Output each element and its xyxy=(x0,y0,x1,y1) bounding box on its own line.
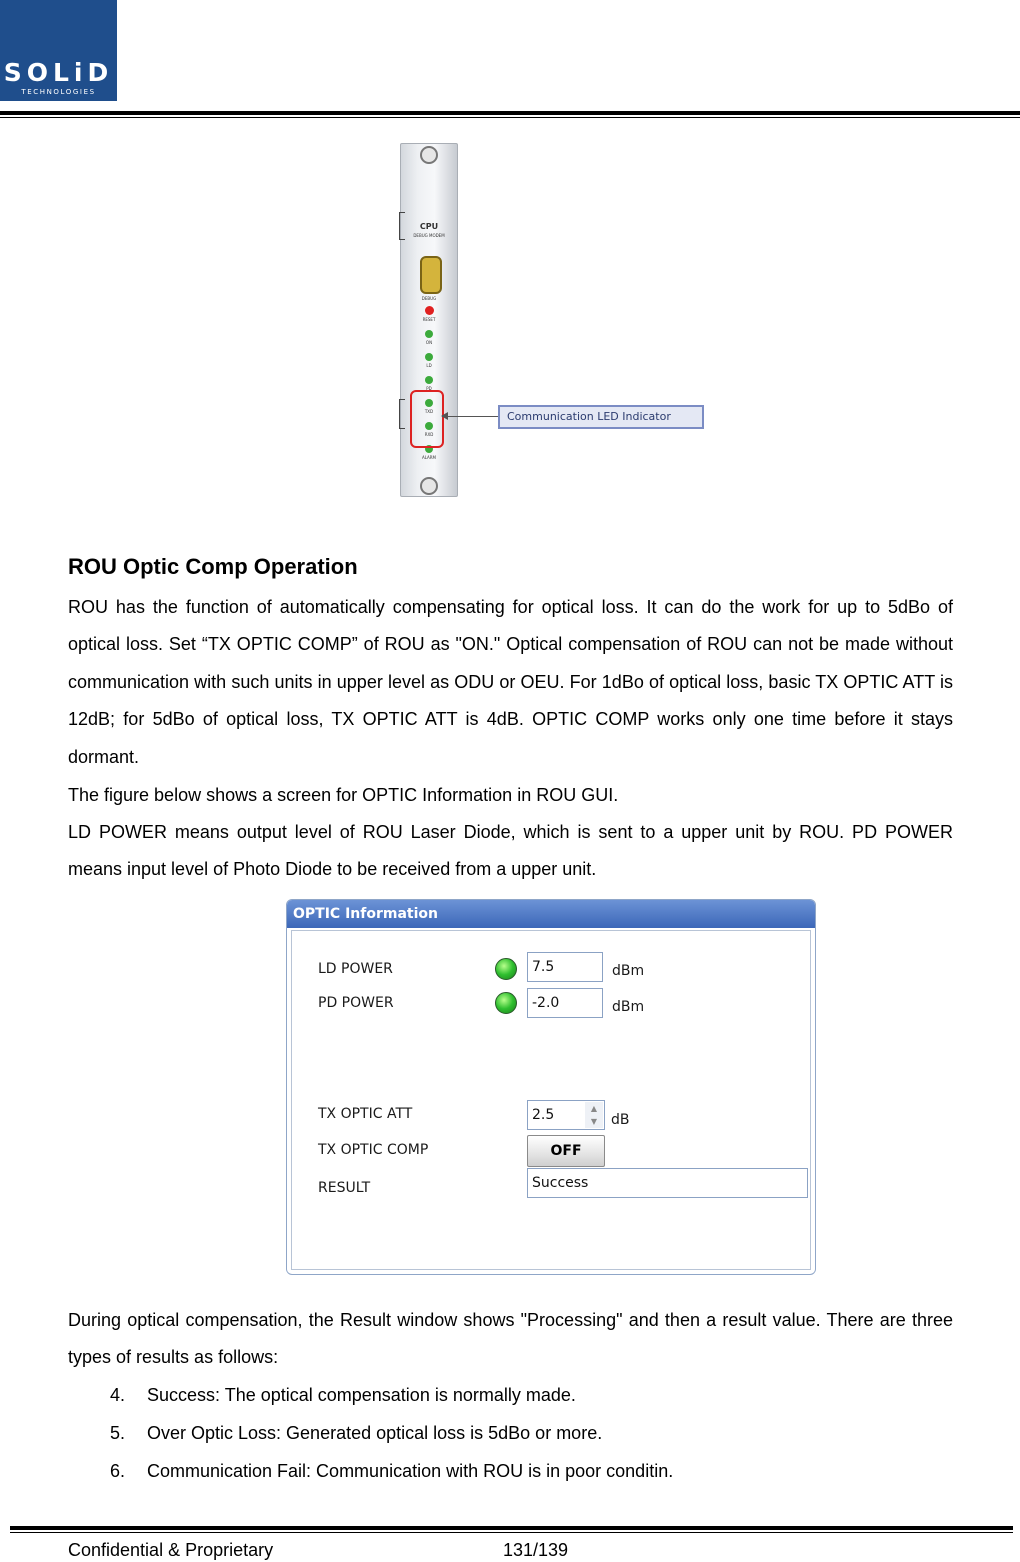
pd-led-icon xyxy=(425,376,433,384)
window-body xyxy=(291,930,811,1270)
footer-rule-thin xyxy=(10,1532,1013,1533)
logo-subtext: TECHNOLOGIES xyxy=(21,88,96,96)
reset-label: RESET xyxy=(422,317,436,322)
txd-label: TXD xyxy=(424,409,434,414)
alarm-label: ALARM xyxy=(421,455,437,460)
footer-page-number: 131/139 xyxy=(503,1540,569,1560)
cpu-sublabel: DEBUG MODEM xyxy=(413,233,445,238)
list-item-text: Communication Fail: Communication with ROU is in poor conditin. xyxy=(147,1461,674,1481)
ld-power-unit: dBm xyxy=(612,963,645,979)
section-title: ROU Optic Comp Operation xyxy=(68,554,358,579)
callout-arrow-icon xyxy=(441,412,448,420)
bracket-icon xyxy=(399,399,405,429)
bottom-screw-icon xyxy=(420,477,438,495)
debug-port-icon xyxy=(420,256,442,294)
logo-text: SOLiD xyxy=(3,58,114,87)
result-field: Success xyxy=(527,1168,808,1198)
led-highlight-box xyxy=(410,390,444,448)
paragraph-ld-pd-power: LD POWER means output level of ROU Laser Diode, which is sent to a upper unit by ROU. PD POWER means input level of Photo Diode to be received from a upper unit. xyxy=(68,822,953,880)
debug-label: DEBUG xyxy=(421,296,437,301)
list-item-number: 6. xyxy=(110,1461,126,1481)
list-item-number: 5. xyxy=(110,1423,126,1443)
communication-led-callout: Communication LED Indicator xyxy=(498,405,704,429)
window-title: OPTIC Information xyxy=(287,900,815,928)
paragraph-result-types: During optical compensation, the Result window shows "Processing" and then a result value. There are three types of results as follows: xyxy=(68,1310,953,1368)
list-item xyxy=(110,1384,576,1406)
tx-optic-comp-toggle-button[interactable]: OFF xyxy=(527,1135,605,1167)
pd-label: PD xyxy=(426,386,432,391)
solid-logo xyxy=(0,0,117,101)
callout-arrow-line xyxy=(442,416,498,417)
pd-power-unit: dBm xyxy=(612,999,645,1015)
top-screw-icon xyxy=(420,146,438,164)
list-item-text: Over Optic Loss: Generated optical loss is 5dBo or more. xyxy=(147,1423,603,1443)
on-label: ON xyxy=(425,340,433,345)
pd-power-field: -2.0 xyxy=(527,988,603,1018)
tx-optic-att-label: TX OPTIC ATT xyxy=(318,1106,413,1122)
optic-information-window xyxy=(286,899,816,1275)
footer-confidential: Confidential & Proprietary xyxy=(68,1540,274,1560)
list-item xyxy=(110,1422,602,1444)
list-item xyxy=(110,1460,673,1482)
tx-optic-comp-label: TX OPTIC COMP xyxy=(318,1142,429,1158)
rxd-label: RXD xyxy=(424,432,434,437)
footer-rule xyxy=(10,1526,1013,1530)
ld-label: LD xyxy=(426,363,432,368)
list-item-number: 4. xyxy=(110,1385,126,1405)
reset-button-icon xyxy=(425,306,434,315)
tx-optic-att-unit: dB xyxy=(611,1112,630,1128)
header-rule-thin xyxy=(0,117,1020,118)
tx-optic-att-value: 2.5 xyxy=(532,1107,555,1123)
figure-intro-line: The figure below shows a screen for OPTIC Information in ROU GUI. xyxy=(68,785,619,805)
ld-power-field: 7.5 xyxy=(527,952,603,982)
cpu-label: CPU xyxy=(419,222,439,231)
ld-power-label: LD POWER xyxy=(318,961,393,977)
pd-power-status-icon xyxy=(495,992,517,1014)
ld-power-status-icon xyxy=(495,958,517,980)
result-label: RESULT xyxy=(318,1180,371,1196)
on-led-icon xyxy=(425,330,433,338)
list-item-text: Success: The optical compensation is normally made. xyxy=(147,1385,576,1405)
spinner-arrows-icon[interactable]: ▲ ▼ xyxy=(585,1102,603,1128)
pd-power-label: PD POWER xyxy=(318,995,394,1011)
ld-led-icon xyxy=(425,353,433,361)
paragraph-optic-comp: ROU has the function of automatically compensating for optical loss. It can do the work for up to 5dBo of optical loss. Set “TX OPTIC COMP” of ROU as "ON." Optical compensation of ROU can not be made without communication with such units in upper level as ODU or OEU. For 1dBo of optical loss, basic TX OPTIC ATT is 12dB; for 5dBo of optical loss, TX OPTIC ATT is 4dB. OPTIC COMP works only one time before it stays dormant. xyxy=(68,597,953,767)
header-rule xyxy=(0,111,1020,115)
tx-optic-att-spinner[interactable] xyxy=(527,1100,605,1130)
